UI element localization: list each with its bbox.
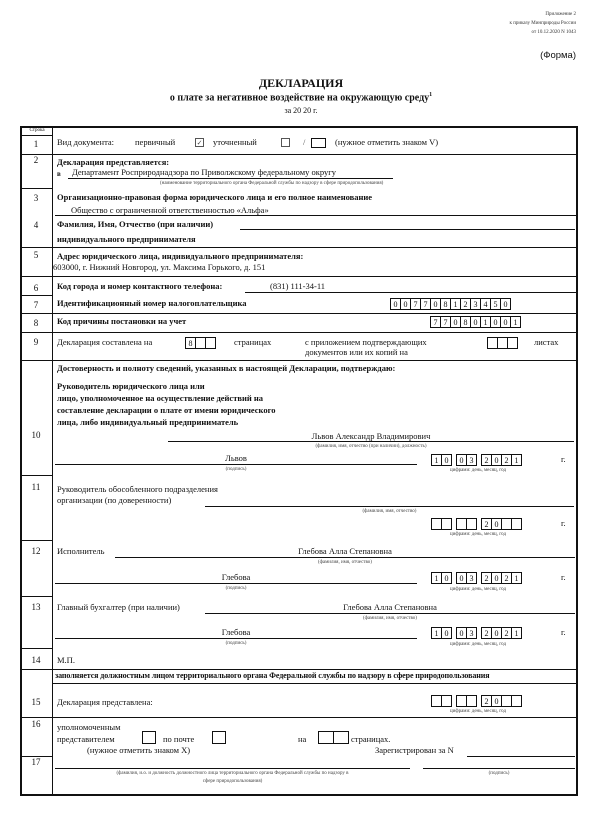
row-divider bbox=[21, 475, 52, 476]
kpp-digit[interactable]: 1 bbox=[510, 316, 521, 328]
address-label: Адрес юридического лица, индивидуального предпринимателя: bbox=[57, 251, 304, 261]
kpp-digit[interactable]: 0 bbox=[450, 316, 461, 328]
branch-head-name-field[interactable] bbox=[205, 506, 574, 507]
date-digit[interactable]: 0 bbox=[456, 572, 467, 584]
inn-label: Идентификационный номер налогоплательщика bbox=[57, 298, 247, 308]
official-signature-field[interactable] bbox=[423, 768, 575, 769]
kpp-label: Код причины постановки на учет bbox=[57, 316, 187, 326]
appendix-line-1: Приложение 2 bbox=[545, 12, 576, 17]
branch-date[interactable] bbox=[431, 518, 522, 530]
date-digit[interactable]: 2 bbox=[501, 572, 512, 584]
appendix-line-2: к приказу Минприроды России bbox=[509, 21, 576, 26]
date-digit[interactable]: 1 bbox=[511, 454, 522, 466]
reporting-period: за 20 20 г. bbox=[284, 106, 318, 115]
head-signature-field[interactable]: Львов bbox=[225, 453, 247, 463]
kpp-digit[interactable]: 8 bbox=[460, 316, 471, 328]
entrepreneur-name-label-2: индивидуального предпринимателя bbox=[57, 234, 196, 244]
head-role-line-4: лица, либо индивидуальный предприниматель bbox=[57, 417, 239, 427]
row-number: 3 bbox=[33, 193, 39, 203]
phone-label: Код города и номер контактного телефона: bbox=[57, 281, 223, 291]
inn-digit[interactable]: 7 bbox=[410, 298, 421, 310]
date-caption: цифрами: день, месяц, год bbox=[450, 587, 507, 592]
kpp-digit[interactable]: 7 bbox=[430, 316, 441, 328]
pages-digit[interactable] bbox=[333, 731, 349, 744]
date-digit[interactable]: 1 bbox=[511, 572, 522, 584]
row-number: 16 bbox=[31, 719, 41, 729]
org-name-field[interactable]: Общество с ограниченной ответственностью «Альфа» bbox=[71, 205, 269, 215]
row-divider bbox=[21, 313, 577, 314]
row-divider bbox=[21, 332, 577, 333]
date-digit[interactable]: 0 bbox=[441, 572, 452, 584]
date-digit[interactable]: 2 bbox=[481, 627, 492, 639]
row-number: 10 bbox=[31, 430, 41, 440]
form-label: (Форма) bbox=[540, 50, 576, 61]
inn-digit[interactable]: 0 bbox=[390, 298, 401, 310]
date-digit[interactable] bbox=[466, 518, 477, 530]
date-digit[interactable]: 2 bbox=[501, 454, 512, 466]
date-digit[interactable]: 0 bbox=[491, 454, 502, 466]
date-caption: цифрами: день, месяц, год bbox=[450, 642, 507, 647]
authority-caption: (наименование территориального органа Федеральной службы по надзору в сфере природопользования) bbox=[160, 181, 384, 186]
entrepreneur-name-label-1: Фамилия, Имя, Отчество (при наличии) bbox=[57, 219, 214, 229]
authority-name-field[interactable]: Департамент Росприроднадзора по Приволжскому федеральному округу bbox=[72, 167, 337, 177]
row-column-header: Строка bbox=[29, 128, 45, 133]
executor-name-caption: (фамилия, имя, отчество) bbox=[318, 560, 372, 565]
date-digit[interactable]: 3 bbox=[466, 454, 477, 466]
row-divider bbox=[21, 360, 577, 361]
pages-digit[interactable]: 8 bbox=[185, 337, 196, 349]
entrepreneur-name-field[interactable] bbox=[240, 229, 575, 230]
primary-checkbox[interactable]: ✓ bbox=[196, 139, 203, 147]
signature-caption: (подпись) bbox=[225, 586, 247, 591]
document-title: ДЕКЛАРАЦИЯ bbox=[258, 76, 344, 90]
field-underline bbox=[205, 613, 575, 614]
row-divider bbox=[21, 188, 52, 189]
correction-number-box[interactable] bbox=[311, 138, 326, 148]
sheets-digits[interactable] bbox=[487, 337, 518, 349]
branch-head-line-2: организации (по доверенности) bbox=[57, 495, 172, 505]
chief-accountant-date[interactable] bbox=[431, 627, 522, 639]
field-underline bbox=[168, 441, 574, 442]
row-number: 1 bbox=[33, 139, 39, 149]
phone-underline bbox=[245, 292, 577, 293]
address-field[interactable]: 603000, г. Нижний Новгород, ул. Максима Горького, д. 151 bbox=[53, 262, 266, 272]
by-mail-label: по почте bbox=[163, 734, 195, 744]
pages-digit[interactable] bbox=[205, 337, 216, 349]
row-number: 2 bbox=[33, 155, 39, 165]
kpp-digit[interactable]: 0 bbox=[490, 316, 501, 328]
header-divider bbox=[21, 135, 52, 136]
row-number: 9 bbox=[33, 337, 39, 347]
head-role-line-3: составление декларации о плате от имени юридического bbox=[57, 405, 276, 415]
date-digit[interactable]: 0 bbox=[441, 627, 452, 639]
representative-checkbox[interactable] bbox=[142, 731, 156, 744]
inn-digit[interactable]: 0 bbox=[430, 298, 441, 310]
official-section-header: заполняется должностным лицом территориального органа Федеральной службы по надзору в сфере природопользования bbox=[55, 671, 490, 680]
signature-caption: (подпись) bbox=[225, 467, 247, 472]
row-number: 4 bbox=[33, 220, 39, 230]
row-divider bbox=[21, 276, 577, 277]
branch-head-caption: (фамилия, имя, отчество) bbox=[362, 509, 417, 514]
inn-digit[interactable]: 7 bbox=[420, 298, 431, 310]
executor-date[interactable] bbox=[431, 572, 522, 584]
row-number: 11 bbox=[31, 482, 41, 492]
signature-caption: (подпись) bbox=[225, 641, 247, 646]
head-role-line-2: лицо, уполномоченное на осуществление действий на bbox=[57, 393, 264, 403]
row-number: 17 bbox=[31, 757, 41, 767]
field-underline bbox=[115, 557, 575, 558]
row-number: 8 bbox=[33, 318, 39, 328]
sheets-digit[interactable] bbox=[507, 337, 518, 349]
stamp-place-label: М.П. bbox=[57, 655, 75, 665]
inn-digit[interactable]: 5 bbox=[490, 298, 501, 310]
document-subtitle bbox=[0, 92, 602, 103]
org-form-label: Организационно-правовая форма юридического лица и его полное наименование bbox=[57, 192, 373, 202]
head-name-caption: (фамилия, имя, отчество (при наличии), должность) bbox=[315, 444, 427, 449]
inn-digit[interactable]: 2 bbox=[460, 298, 471, 310]
row-number: 13 bbox=[31, 602, 41, 612]
chief-accountant-signature-field[interactable]: Глебова bbox=[221, 627, 251, 637]
head-date[interactable] bbox=[431, 454, 522, 466]
subtitle-text: о плате за негативное воздействие на окружающую среду bbox=[169, 92, 430, 104]
year-suffix: г. bbox=[561, 572, 566, 582]
date-digit[interactable]: 0 bbox=[456, 454, 467, 466]
pages-unit: страницах bbox=[234, 337, 272, 347]
row-number: 14 bbox=[31, 655, 41, 665]
section-divider bbox=[21, 669, 577, 670]
slash-separator: / bbox=[303, 137, 306, 147]
pages-digit[interactable] bbox=[318, 731, 334, 744]
row-divider bbox=[21, 154, 577, 155]
row-divider bbox=[21, 540, 52, 541]
mark-hint: (нужное отметить знаком X) bbox=[87, 745, 191, 755]
mark-hint: (нужное отметить знаком V) bbox=[335, 137, 439, 147]
official-name-field[interactable] bbox=[55, 768, 410, 769]
field-underline bbox=[55, 638, 417, 639]
year-suffix: г. bbox=[561, 627, 566, 637]
executor-signature-field[interactable]: Глебова bbox=[221, 572, 251, 582]
head-name-field[interactable]: Львов Александр Владимирович bbox=[311, 431, 431, 441]
phone-field[interactable]: (831) 111-34-11 bbox=[270, 281, 326, 291]
row-divider bbox=[55, 215, 577, 216]
date-digit[interactable]: 1 bbox=[431, 572, 442, 584]
attachments-label-1: с приложением подтверждающих bbox=[305, 337, 427, 347]
date-digit[interactable] bbox=[441, 518, 452, 530]
submission-date[interactable] bbox=[431, 695, 522, 707]
date-digit[interactable] bbox=[511, 695, 522, 707]
appendix-line-3: от 10.12.2020 N 1043 bbox=[531, 30, 576, 35]
inn-digit[interactable]: 3 bbox=[470, 298, 481, 310]
date-digit[interactable] bbox=[441, 695, 452, 707]
date-digit[interactable]: 1 bbox=[431, 627, 442, 639]
date-digit[interactable]: 0 bbox=[456, 627, 467, 639]
date-digit[interactable]: 0 bbox=[491, 627, 502, 639]
date-digit[interactable] bbox=[511, 518, 522, 530]
row-divider bbox=[53, 683, 577, 684]
inn-digit[interactable]: 0 bbox=[400, 298, 411, 310]
executor-name-field[interactable]: Глебова Алла Степановна bbox=[298, 546, 392, 556]
date-caption: цифрами: день, месяц, год bbox=[450, 532, 507, 537]
field-underline bbox=[68, 178, 393, 179]
date-digit[interactable] bbox=[466, 695, 477, 707]
row-number: 12 bbox=[31, 546, 41, 556]
head-role-line-1: Руководитель юридического лица или bbox=[57, 381, 205, 391]
confirmation-text: Достоверность и полноту сведений, указанных в настоящей Декларации, подтверждаю: bbox=[57, 363, 396, 373]
by-mail-checkbox[interactable] bbox=[212, 731, 226, 744]
inn-digits[interactable] bbox=[390, 298, 511, 310]
sheets-unit: листах bbox=[534, 337, 559, 347]
primary-option-label: первичный bbox=[135, 137, 176, 147]
on-label: на bbox=[298, 734, 307, 744]
kpp-digit[interactable]: 0 bbox=[470, 316, 481, 328]
row-number: 5 bbox=[33, 250, 39, 260]
year-suffix: г. bbox=[561, 518, 566, 528]
representative-label-1: уполномоченным bbox=[57, 722, 121, 732]
kpp-digit[interactable]: 0 bbox=[500, 316, 511, 328]
signature-caption: (подпись) bbox=[488, 771, 510, 776]
chief-accountant-label: Главный бухгалтер (при наличии) bbox=[57, 602, 180, 612]
row-divider bbox=[21, 247, 577, 248]
attachments-label-2: документов или их копий на bbox=[305, 347, 408, 357]
date-digit[interactable]: 2 bbox=[481, 454, 492, 466]
row-number: 6 bbox=[33, 283, 39, 293]
chief-accountant-name-caption: (фамилия, имя, отчество) bbox=[363, 616, 417, 621]
representative-label-2: представителем bbox=[57, 734, 115, 744]
corrected-checkbox[interactable] bbox=[281, 138, 290, 147]
official-caption-1: (фамилия, и.о. и должность должностного лица территориального органа Федеральной службы по надзору в bbox=[116, 771, 349, 776]
registration-number-field[interactable] bbox=[467, 756, 575, 757]
date-digit[interactable]: 1 bbox=[431, 454, 442, 466]
date-digit[interactable]: 0 bbox=[441, 454, 452, 466]
document-type-label: Вид документа: bbox=[57, 137, 115, 147]
date-digit[interactable]: 0 bbox=[491, 572, 502, 584]
chief-accountant-name-field[interactable]: Глебова Алла Степановна bbox=[343, 602, 437, 612]
date-digit[interactable]: 2 bbox=[481, 695, 492, 707]
column-divider bbox=[52, 127, 53, 795]
field-underline bbox=[55, 583, 417, 584]
date-caption: цифрами: день, месяц, год bbox=[450, 468, 507, 473]
date-digit[interactable]: 2 bbox=[481, 518, 492, 530]
executor-label: Исполнитель bbox=[57, 546, 105, 556]
footnote-mark: 1 bbox=[429, 92, 433, 98]
registered-label: Зарегистрирован за N bbox=[375, 745, 454, 755]
submitted-to-prefix: в bbox=[57, 170, 61, 178]
submitted-to-label: Декларация представляется: bbox=[57, 157, 170, 167]
date-digit[interactable]: 2 bbox=[501, 627, 512, 639]
row-divider bbox=[21, 648, 52, 649]
inn-digit[interactable]: 4 bbox=[480, 298, 491, 310]
row-number: 15 bbox=[31, 697, 41, 707]
received-pages-digits[interactable] bbox=[318, 731, 349, 744]
kpp-digit[interactable]: 1 bbox=[480, 316, 491, 328]
pages-unit: страницах. bbox=[351, 734, 391, 744]
row-number: 7 bbox=[33, 300, 39, 310]
date-digit[interactable]: 0 bbox=[491, 518, 502, 530]
submitted-on-label: Декларация представлена: bbox=[57, 697, 153, 707]
kpp-digit[interactable]: 7 bbox=[440, 316, 451, 328]
inn-digit[interactable]: 8 bbox=[440, 298, 451, 310]
year-suffix: г. bbox=[561, 454, 566, 464]
kpp-digits[interactable] bbox=[430, 316, 521, 328]
row-divider bbox=[21, 717, 577, 718]
row-divider bbox=[21, 596, 52, 597]
pages-label: Декларация составлена на bbox=[57, 337, 153, 347]
row-divider bbox=[21, 295, 52, 296]
date-digit[interactable]: 3 bbox=[466, 572, 477, 584]
branch-head-line-1: Руководитель обособленного подразделения bbox=[57, 484, 218, 494]
inn-digit[interactable]: 1 bbox=[450, 298, 461, 310]
official-caption-2: сфере природопользования) bbox=[202, 779, 263, 784]
field-underline bbox=[55, 464, 417, 465]
date-caption: цифрами: день, месяц, год bbox=[450, 709, 507, 714]
date-digit[interactable]: 0 bbox=[491, 695, 502, 707]
inn-digit[interactable]: 0 bbox=[500, 298, 511, 310]
date-digit[interactable]: 2 bbox=[481, 572, 492, 584]
corrected-option-label: уточненный bbox=[213, 137, 257, 147]
date-digit[interactable]: 1 bbox=[511, 627, 522, 639]
pages-digits[interactable] bbox=[185, 337, 216, 349]
date-digit[interactable]: 3 bbox=[466, 627, 477, 639]
